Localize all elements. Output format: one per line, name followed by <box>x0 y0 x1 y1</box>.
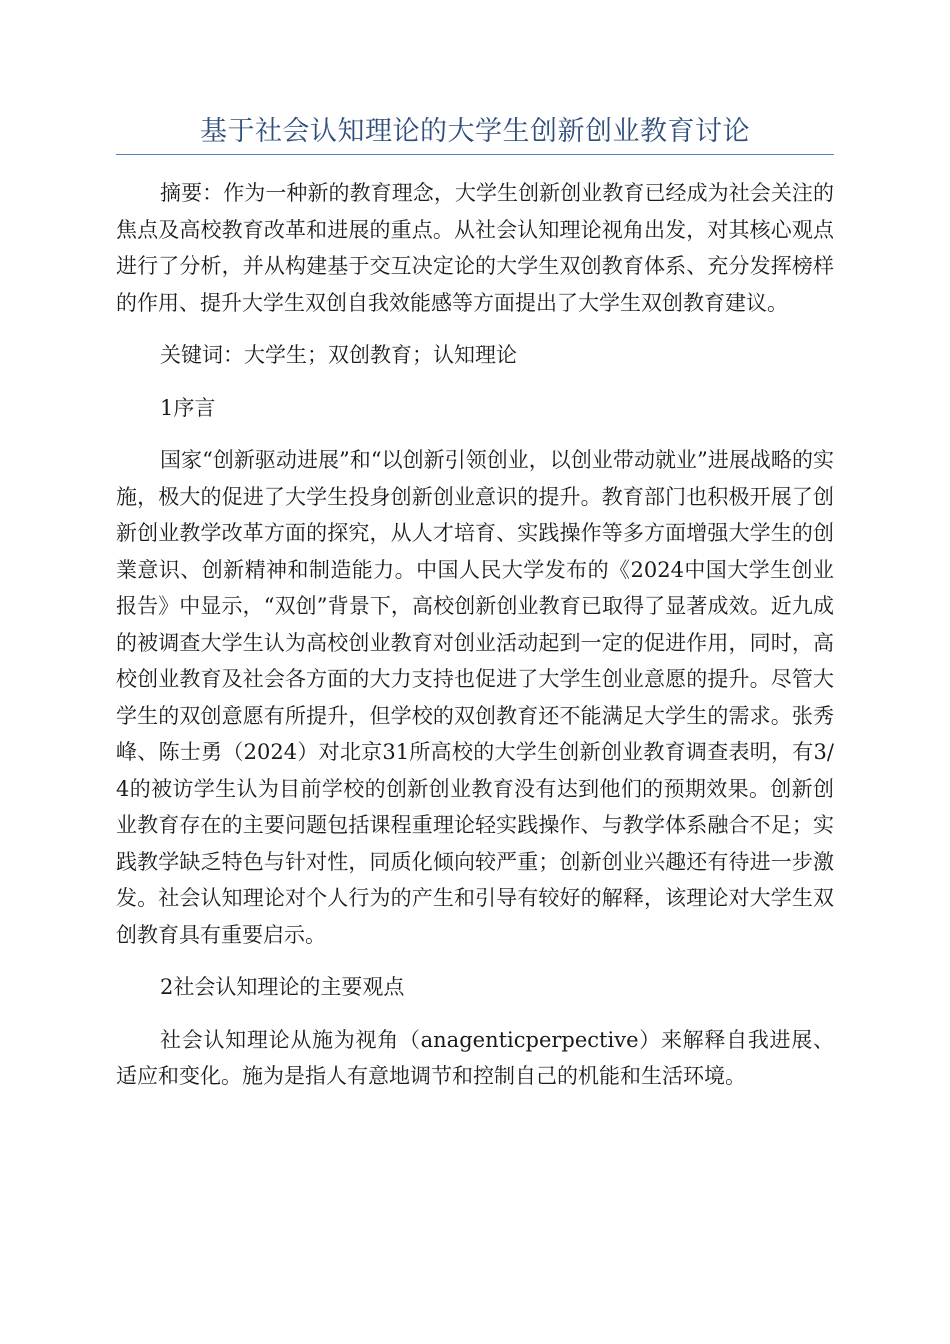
section-2-body: 社会认知理论从施为视角（anagenticperpective）来解释自我进展、适应和变化。施为是指人有意地调节和控制自己的机能和生活环境。 <box>116 1027 834 1088</box>
document-page <box>116 112 834 1095</box>
document-title: 基于社会认知理论的大学生创新创业教育讨论 <box>116 112 834 155</box>
section-2-heading: 2社会认知理论的主要观点 <box>160 975 405 999</box>
keywords-paragraph: 关键词：大学生；双创教育；认知理论 <box>160 343 517 367</box>
abstract-paragraph: 摘要：作为一种新的教育理念，大学生创新创业教育已经成为社会关注的焦点及高校教育改革和进展的重点。从社会认知理论视角出发，对其核心观点进行了分析，并从构建基于交互决定论的大学生双创教育体系、充分发挥榜样的作用、提升大学生双创自我效能感等方面提出了大学生双创教育建议。 <box>116 181 834 315</box>
section-1-heading: 1序言 <box>160 395 216 420</box>
section-1-body: 国家“创新驱动进展”和“以创新引领创业，以创业带动就业”进展战略的实施，极大的促进了大学生投身创新创业意识的提升。教育部门也积极开展了创新创业教学改革方面的探究，从人才培育、实践操作等多方面增强大学生的创業意识、创新精神和制造能力。中国人民大学发布的《2024中国大学生创业报告》中显示，“双创”背景下，高校创新创业教育已取得了显著成效。近九成的被调查大学生认为高校创业教育对创业活动起到一定的促进作用，同时，高校创业教育及社会各方面的大力支持也促进了大学生创业意愿的提升。尽管大学生的双创意愿有所提升，但学校的双创教育还不能满足大学生的需求。张秀峰、陈士勇（2024）对北京31所高校的大学生创新创业教育调查表明，有3/4的被访学生认为目前学校的创新创业教育没有达到他们的预期效果。创新创业教育存在的主要问题包括课程重理论轻实践操作、与教学体系融合不足；实践教学缺乏特色与针对性，同质化倾向较严重；创新创业兴趣还有待进一步激发。社会认知理论对个人行为的产生和引导有较好的解释，该理论对大学生双创教育具有重要启示。 <box>116 448 834 947</box>
